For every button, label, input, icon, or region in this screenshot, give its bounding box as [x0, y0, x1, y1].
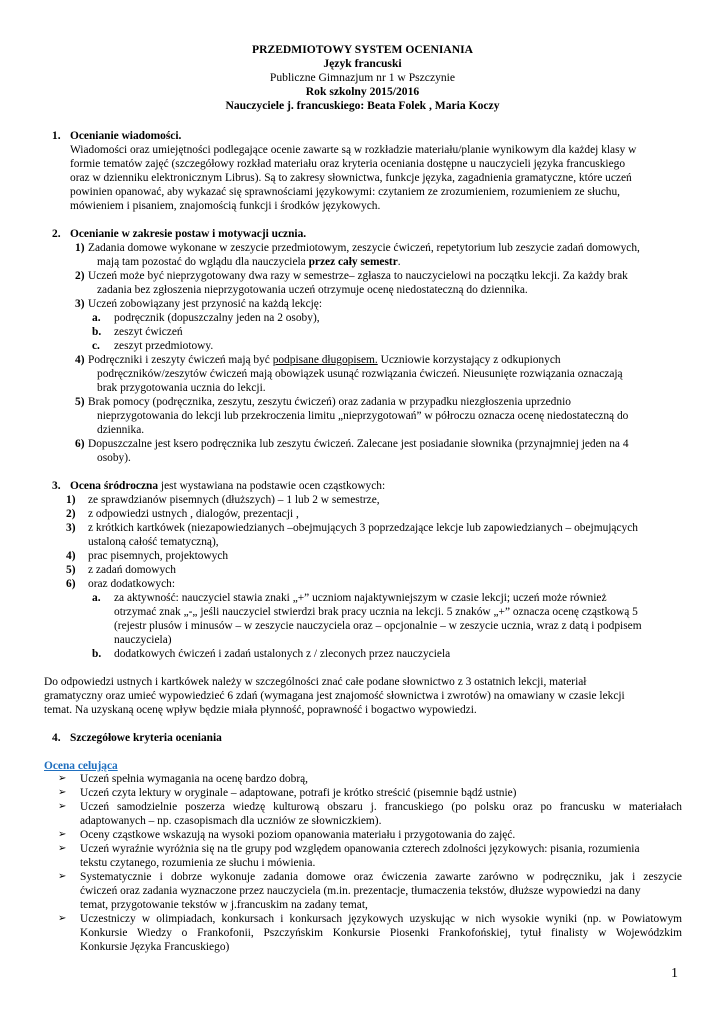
subitem-cont: (rejestr plusów i minusów – w zeszycie nauczyciela oraz – opcjonalnie – w zeszycie ucznia, wraz z datą i podpisem	[114, 620, 642, 632]
list-item: Brak pomocy (podręcznika, zeszytu, zeszytu ćwiczeń) oraz zadania w przypadku niezgłoszenia uprzednio	[88, 396, 571, 408]
subitem: dodatkowych ćwiczeń i zadań ustalonych z / zleconych przez nauczyciela	[114, 648, 451, 660]
list-item: Dopuszczalne jest ksero podręcznika lub zeszytu ćwiczeń. Zalecane jest posiadanie słownika (przynajmniej jeden na 4	[88, 438, 629, 450]
criterion: Systematycznie i dobrze wykonuje zadania domowe oraz ćwiczenia zawarte zarówno w podręczniku, jak i zeszycie	[80, 871, 682, 883]
arrow-bullet-icon: ➢	[58, 787, 67, 798]
list-item: ze sprawdzianów pisemnych (dłuższych) – 1 lub 2 w semestrze,	[88, 494, 380, 506]
subitem-letter: c.	[92, 340, 100, 352]
list-item-cont: dziennika.	[97, 424, 145, 436]
document-title: PRZEDMIOTOWY SYSTEM OCENIANIA	[252, 43, 473, 56]
arrow-bullet-icon: ➢	[58, 801, 67, 812]
section-1-number: 1.	[52, 130, 61, 142]
subitem-letter: a.	[92, 592, 101, 604]
section-1-line: formie tematów zajęć (szczegółowy rozkład materiału oraz kryteria oceniania dostępne u nauczycieli języka francuskiego	[70, 158, 626, 170]
list-item: Zadania domowe wykonane w zeszycie przedmiotowym, zeszycie ćwiczeń, repetytorium lub zeszycie zadań domowych,	[88, 242, 640, 254]
paragraph-line: gramatyczny oraz umieć wypowiedzieć 6 zdań (wymagana jest znajomość słownictwa i zwrotów) na omawiany w czasie lekcji	[44, 690, 625, 702]
criterion: Uczeń spełnia wymagania na ocenę bardzo dobrą,	[80, 773, 309, 785]
item-number: 3)	[66, 522, 76, 534]
subject: Język francuski	[323, 57, 402, 70]
item-number: 2)	[75, 270, 85, 282]
item-number: 4)	[66, 550, 76, 562]
page-number: 1	[671, 966, 678, 981]
item-number: 4)	[75, 354, 85, 366]
section-3-heading: Ocena śródroczna jest wystawiana na podstawie ocen cząstkowych:	[70, 480, 386, 492]
criterion: Uczestniczy w olimpiadach, konkursach i konkursach językowych uzyskując w nich wysokie wyniki (np. w Powiatowym	[80, 913, 682, 925]
item-number: 5)	[75, 396, 85, 408]
list-item: z odpowiedzi ustnych , dialogów, prezentacji ,	[88, 508, 299, 520]
criterion-cont: tekstu czytanego, rozumienia ze słuchu i mówienia.	[80, 857, 316, 869]
list-item: z krótkich kartkówek (niezapowiedzianych –obejmujących 3 poprzedzające lekcje lub zapowiedzianych – obejmujących	[88, 522, 638, 534]
school-name: Publiczne Gimnazjum nr 1 w Pszczynie	[269, 71, 456, 84]
section-4-heading: Szczegółowe kryteria oceniania	[70, 732, 222, 744]
criterion-cont: Konkursie Wiedzy o Frankofonii, Pszczyńskim Konkursie Piosenki Frankofońskiej, tytuł finalisty w Wojewódzkim	[80, 927, 682, 939]
subitem: za aktywność: nauczyciel stawia znaki „+” uczniom najaktywniejszym w czasie lekcji; uczeń może również	[114, 592, 607, 604]
list-item-cont: brak przygotowania ucznia do lekcji.	[97, 382, 266, 394]
list-item: z zadań domowych	[88, 564, 176, 576]
item-number: 2)	[66, 508, 76, 520]
item-number: 5)	[66, 564, 76, 576]
list-item: prac pisemnych, projektowych	[88, 550, 229, 562]
item-number: 6)	[75, 438, 85, 450]
section-4-number: 4.	[52, 732, 61, 744]
subitem-letter: b.	[92, 648, 102, 660]
subitem-cont: otrzymać znak „-„ jeśli nauczyciel stwierdzi brak pracy ucznia na lekcji. 5 znaków „+” oznacza ocenę cząstkową 5	[114, 606, 638, 618]
school-year: Rok szkolny 2015/2016	[305, 85, 420, 98]
list-item-cont: podręczników/zeszytów ćwiczeń mają obowiązek usunąć rozwiązania ćwiczeń. Nieusunięte rozwiązania oznaczają	[97, 368, 623, 380]
section-1-line: Wiadomości oraz umiejętności podlegające ocenie zawarte są w rozkładzie materiału/planie wynikowym dla każdej klasy w	[70, 144, 637, 156]
list-item-cont: zadania bez zgłoszenia nieprzygotowania uczeń otrzymuje ocenę niedostateczną do dziennika.	[97, 284, 528, 296]
list-item: Uczeń może być nieprzygotowany dwa razy w semestrze– zgłasza to nauczycielowi na początku lekcji. Za każdy brak	[88, 270, 628, 282]
criterion: Uczeń czyta lektury w oryginale – adaptowane, potrafi je krótko streścić (pisemnie bądź ustnie)	[80, 787, 517, 799]
criterion-cont: Konkursie Języka Francuskiego)	[80, 941, 230, 953]
arrow-bullet-icon: ➢	[58, 913, 67, 924]
item-number: 1)	[66, 494, 76, 506]
grade-title: Ocena celująca	[44, 760, 118, 772]
section-2-heading: Ocenianie w zakresie postaw i motywacji ucznia.	[70, 228, 307, 240]
list-item: Podręczniki i zeszyty ćwiczeń mają być podpisane długopisem. Uczniowie korzystający z odkupionych	[88, 354, 561, 366]
criterion-cont: temat, przygotowanie tekstów w j.francuskim na zadany temat,	[80, 899, 368, 911]
arrow-bullet-icon: ➢	[58, 829, 67, 840]
subitem: zeszyt przedmiotowy.	[114, 340, 214, 352]
section-2-number: 2.	[52, 228, 61, 240]
teachers: Nauczyciele j. francuskiego: Beata Folek , Maria Koczy	[225, 99, 500, 112]
subitem-cont: nauczyciela)	[114, 634, 172, 646]
criterion: Uczeń samodzielnie poszerza wiedzę kulturową obszaru j. francuskiego (po polsku oraz po francusku w materiałach	[80, 801, 682, 813]
section-1-heading: Ocenianie wiadomości.	[70, 130, 182, 142]
item-number: 1)	[75, 242, 85, 254]
list-item-cont: nieprzygotowania do lekcji lub przekroczenia limitu „nieprzygotowań” w półroczu oznacza ocenę niedostateczną do	[97, 410, 629, 422]
criterion: Uczeń wyraźnie wyróżnia się na tle grupy pod względem opanowania czterech zdolności językowych: pisania, rozumienia	[80, 843, 640, 855]
item-number: 6)	[66, 578, 76, 590]
section-1-line: mówieniem i pisaniem, znajomością funkcji i środków językowych.	[70, 200, 381, 212]
section-1-line: powinien opanować, aby wykazać się sprawnościami językowymi: czytaniem ze zrozumieniem, rozumieniem ze słuchu,	[70, 186, 621, 198]
list-item: Uczeń zobowiązany jest przynosić na każdą lekcję:	[88, 298, 323, 310]
arrow-bullet-icon: ➢	[58, 773, 67, 784]
subitem-letter: b.	[92, 326, 102, 338]
criterion-cont: ćwiczeń oraz zadania wyznaczone przez nauczyciela (m.in. prezentacje, tłumaczenia tekstów, dłuższe wypowiedzi na dany	[80, 885, 641, 897]
paragraph-line: Do odpowiedzi ustnych i kartkówek należy w szczególności znać całe podane słownictwo z 3 ostatnich lekcji, materiał	[44, 676, 587, 688]
list-item-cont: mają tam pozostać do wglądu dla nauczyciela przez cały semestr.	[97, 256, 401, 268]
section-3-number: 3.	[52, 480, 61, 492]
item-number: 3)	[75, 298, 85, 310]
list-item-cont: osoby).	[97, 452, 131, 464]
arrow-bullet-icon: ➢	[58, 843, 67, 854]
subitem: podręcznik (dopuszczalny jeden na 2 osoby),	[114, 312, 320, 324]
arrow-bullet-icon: ➢	[58, 871, 67, 882]
list-item-cont: ustaloną całość tematyczną),	[88, 536, 219, 548]
section-1-line: oraz w dzienniku elektronicznym Librus). Są to zakresy słownictwa, funkcje języka, zagadnienia gramatyczne, które uczeń	[70, 172, 632, 184]
subitem: zeszyt ćwiczeń	[114, 326, 183, 338]
criterion: Oceny cząstkowe wskazują na wysoki poziom opanowania materiału i przygotowania do zajęć.	[80, 829, 516, 841]
paragraph-line: temat. Na uzyskaną ocenę wpływ będzie miała płynność, poprawność i bogactwo wypowiedzi.	[44, 704, 477, 716]
list-item: oraz dodatkowych:	[88, 578, 175, 590]
criterion-cont: adaptowanych – np. czasopismach dla uczniów ze słowniczkiem).	[80, 815, 382, 827]
subitem-letter: a.	[92, 312, 101, 324]
